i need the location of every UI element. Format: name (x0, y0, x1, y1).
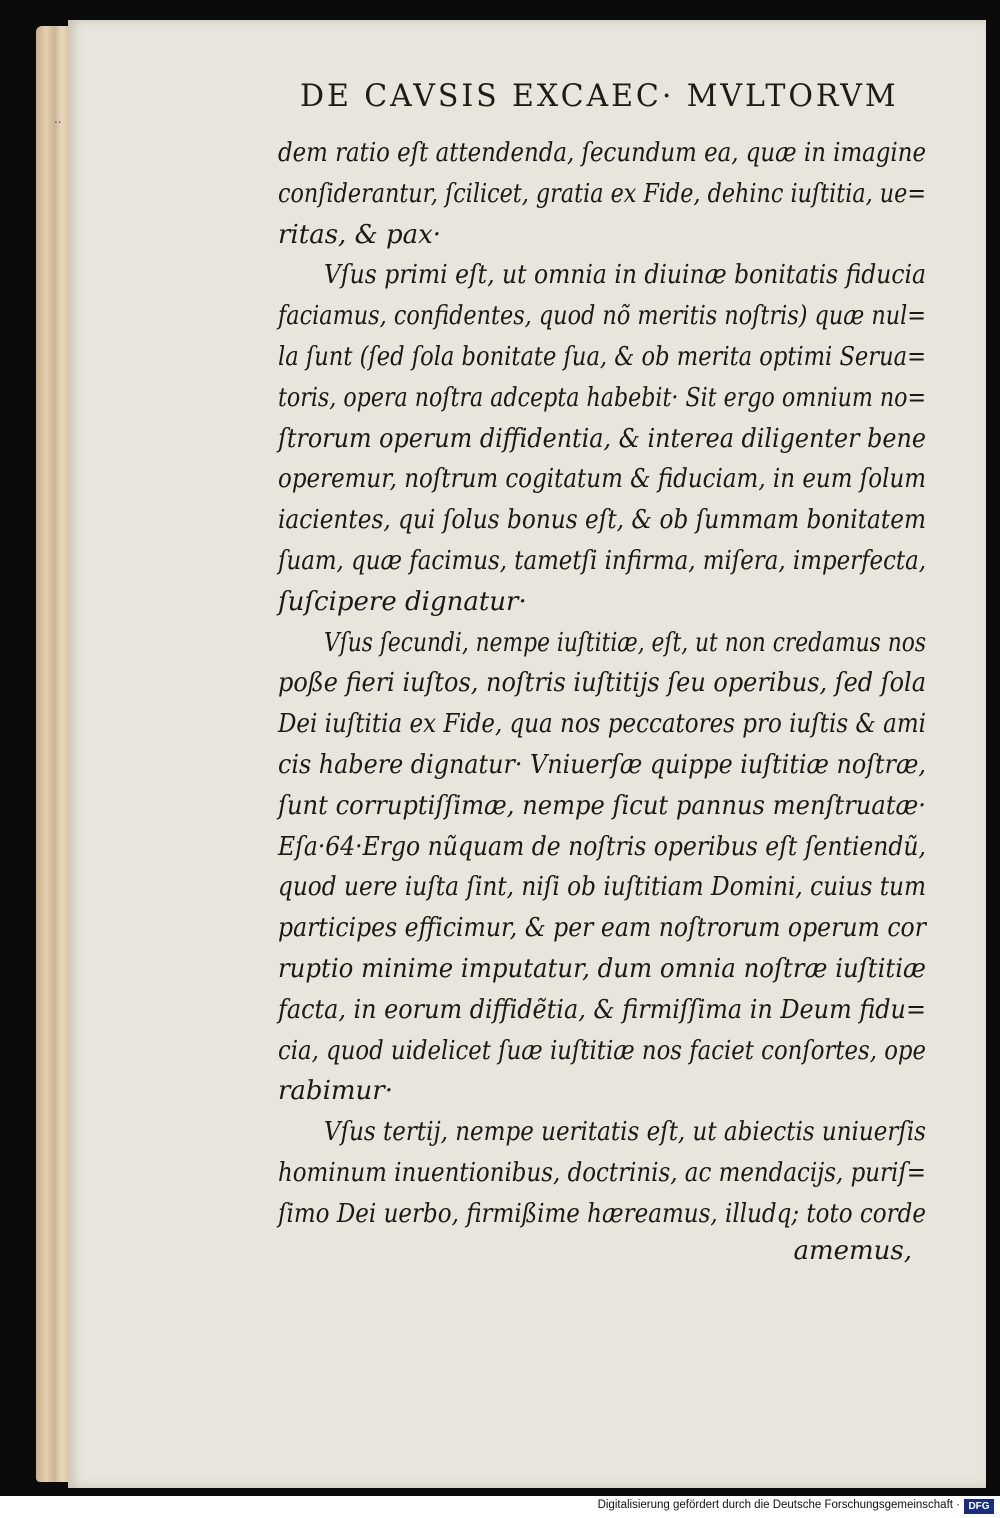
text-line: hominum inuentionibus, doctrinis, ac mendacijs, puriſ= (278, 1158, 927, 1188)
text-line: ſuam, quæ facimus, tametſi infirma, miſera, imperfecta, (278, 546, 927, 576)
running-head: DE CAVSIS EXCAEC· MVLTORVM (300, 78, 899, 114)
text-line: rabimur· (278, 1076, 393, 1107)
text-line: Vſus primi eſt, ut omnia in diuinæ bonitatis fiducia (324, 260, 926, 291)
text-line: ſuſcipere dignatur· (278, 586, 527, 617)
catchword: amemus, (793, 1235, 912, 1266)
page-edges (36, 26, 70, 1482)
dfg-logo: DFG (964, 1499, 994, 1514)
text-line: ruptio minime imputatur, dum omnia noſtræ iuſtitiæ (278, 954, 926, 984)
text-line: ſtrorum operum diffidentia, & interea diligenter bene (278, 423, 926, 454)
text-line: la ſunt (ſed ſola bonitate ſua, & ob merita optimi Serua= (278, 342, 927, 372)
text-line: operemur, noſtrum cogitatum & fiduciam, in eum ſolum (278, 464, 927, 495)
text-line: Vſus ſecundi, nempe iuſtitiæ, eſt, ut non credamus nos (324, 627, 927, 658)
text-line: participes efficimur, & per eam noſtrorum operum cor (278, 913, 926, 944)
text-line: quod uere iuſta ſint, niſi ob iuſtitiam Domini, cuius tum (278, 872, 927, 903)
text-line: ſimo Dei uerbo, firmißime hæreamus, illudq; toto corde (278, 1198, 926, 1229)
text-line: Vſus tertij, nempe ueritatis eſt, ut abiectis uniuerſis (324, 1117, 926, 1148)
text-line: conſiderantur, ſcilicet, gratia ex Fide, dehinc iuſtitia, ue= (278, 178, 926, 209)
footer-bar (0, 1496, 1000, 1518)
footer-credit: Digitalisierung gefördert durch die Deutsche Forschungsgemeinschaft · (597, 1499, 960, 1511)
text-line: Eſa·64·Ergo nũquam de noſtris operibus eſt ſentiendũ, (278, 831, 927, 862)
text-line: cia, quod uidelicet ſuæ iuſtitiæ nos faciet conſortes, ope (278, 1035, 927, 1066)
text-line: ritas, & pax· (278, 219, 442, 250)
text-line: ſunt corruptiſſimæ, nempe ſicut pannus menſtruatæ· (278, 790, 927, 821)
text-line: facta, in eorum diffidẽtia, & firmiſſima in Deum fidu= (278, 994, 926, 1025)
text-line: toris, opera noſtra adcepta habebit· Sit ergo omnium no= (278, 382, 927, 413)
text-line: poße fieri iuſtos, noſtris iuſtitijs ſeu operibus, ſed ſola (278, 668, 927, 699)
text-line: Dei iuſtitia ex Fide, qua nos peccatores pro iuſtis & ami (278, 709, 927, 740)
text-line: dem ratio eſt attendenda, ſecundum ea, quæ in imagine (278, 138, 926, 168)
text-line: faciamus, confidentes, quod nõ meritis noſtris) quæ nul= (278, 301, 926, 332)
text-line: iacientes, qui ſolus bonus eſt, & ob ſummam bonitatem (278, 505, 926, 536)
margin-mark: .. (54, 112, 62, 126)
text-line: cis habere dignatur· Vniuerſæ quippe iuſtitiæ noſtræ, (278, 750, 927, 780)
